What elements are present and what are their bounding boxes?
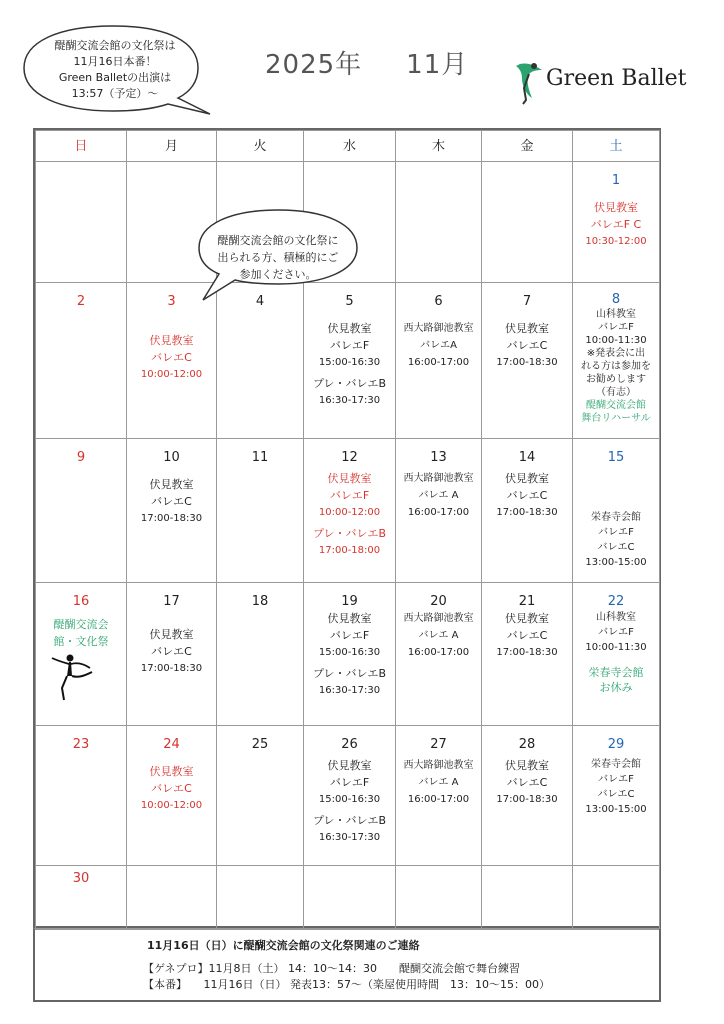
- day-cell-16: [36, 583, 127, 726]
- weekday-header-row: [36, 131, 660, 162]
- class-time-2: 16:30-17:30: [318, 685, 381, 696]
- logo-text: Green Ballet: [546, 66, 687, 91]
- day-number: 5: [345, 294, 354, 309]
- day-number: 8: [611, 292, 621, 307]
- bubble-line-3: 参加ください。: [239, 268, 317, 281]
- event-line: 舞台リハーサル: [581, 413, 651, 424]
- day-number: 23: [72, 737, 90, 752]
- class-name: バレエF: [598, 322, 634, 333]
- bubble-line-2: 出られる方、積極的にご: [217, 251, 339, 264]
- class-location: 伏見教室: [327, 472, 372, 485]
- class-location: 伏見教室: [505, 322, 549, 335]
- day-cell-8: [573, 283, 660, 439]
- day-cell-25: [217, 726, 304, 866]
- note-line: ※発表会に出: [586, 348, 646, 359]
- class-time: 17:00-18:30: [496, 507, 558, 518]
- day-cell-11: [217, 439, 304, 583]
- notice-rehearsal: 【ゲネプロ】11月8日（土） 14：10～14：30 醍醐交流会館で舞台練習: [143, 962, 521, 975]
- class-location: 伏見教室: [149, 478, 194, 491]
- class-name: バレエF: [329, 629, 370, 642]
- class-location: 伏見教室: [327, 322, 372, 335]
- class-name: バレエF: [598, 627, 634, 638]
- day-cell-20: [396, 583, 482, 726]
- day-cell-27: [396, 726, 482, 866]
- notice-title: 11月16日（日）に醍醐交流会館の文化祭関連のご連絡: [147, 939, 420, 952]
- class-name: バレエF: [598, 527, 634, 538]
- class-time: 17:00-18:30: [140, 513, 203, 524]
- class-time: 16:00-17:00: [407, 794, 470, 805]
- empty-cell: [396, 162, 482, 283]
- class-name-2: バレエC: [597, 542, 635, 553]
- dancer-logo-icon: [512, 58, 546, 108]
- class-time: 13:00-15:00: [585, 557, 647, 568]
- day-cell-17: [127, 583, 217, 726]
- bubble-line-3: Green Balletの出演は: [58, 71, 172, 84]
- weekday-mon: 月: [127, 131, 217, 162]
- day-cell-12: [304, 439, 396, 583]
- empty-cell: [482, 162, 573, 283]
- event-line: 栄春寺会館: [588, 666, 644, 679]
- day-number: 22: [607, 594, 625, 609]
- day-cell-19: [304, 583, 396, 726]
- class-time: 16:00-17:00: [407, 647, 470, 658]
- day-cell-10: [127, 439, 217, 583]
- event-line: 館・文化祭: [53, 635, 109, 648]
- class-name: バレエ A: [418, 490, 459, 501]
- green-ballet-logo: [512, 58, 687, 108]
- day-number: 15: [607, 450, 625, 465]
- day-cell-4: [217, 283, 304, 439]
- class-time: 17:00-18:30: [496, 794, 558, 805]
- day-number: 18: [251, 594, 269, 609]
- participation-bubble: [195, 206, 361, 302]
- class-time: 10:00-11:30: [585, 335, 647, 346]
- day-number: 7: [522, 294, 532, 309]
- empty-cell: [482, 866, 573, 930]
- class-name-2: プレ・バレエB: [312, 814, 387, 827]
- class-location: 伏見教室: [594, 201, 638, 214]
- day-number: 14: [518, 450, 536, 465]
- day-cell-6: [396, 283, 482, 439]
- day-cell-9: [36, 439, 127, 583]
- bubble-line-1: 醍醐交流会館の文化祭に: [217, 234, 339, 247]
- calendar-week-5: [36, 726, 660, 866]
- empty-cell: [36, 162, 127, 283]
- day-number: 2: [76, 294, 86, 309]
- class-location: 伏見教室: [149, 765, 194, 778]
- day-number: 9: [76, 450, 86, 465]
- calendar-week-4: [36, 583, 660, 726]
- class-time: 16:00-17:00: [407, 507, 470, 518]
- class-name: バレエC: [151, 495, 192, 508]
- day-number: 17: [163, 594, 180, 609]
- day-cell-5: [304, 283, 396, 439]
- day-cell-24: [127, 726, 217, 866]
- day-number: 12: [341, 450, 358, 465]
- class-name: バレエ A: [418, 777, 459, 788]
- empty-cell: [127, 866, 217, 930]
- class-time: 13:00-15:00: [585, 804, 647, 815]
- empty-cell: [396, 866, 482, 930]
- class-time: 16:00-17:00: [407, 357, 470, 368]
- note-line: れる方は参加を: [581, 361, 651, 372]
- class-name-2: バレエC: [597, 789, 635, 800]
- class-location: 山科教室: [596, 309, 636, 320]
- day-number: 29: [607, 737, 625, 752]
- class-time: 17:00-18:30: [496, 357, 558, 368]
- class-time-2: 16:30-17:30: [318, 832, 381, 843]
- day-cell-13: [396, 439, 482, 583]
- day-number: 26: [341, 737, 358, 752]
- day-cell-22: [573, 583, 660, 726]
- day-number: 25: [251, 737, 269, 752]
- class-location: 栄春寺会館: [591, 512, 641, 523]
- class-location: 伏見教室: [327, 759, 372, 772]
- class-name: バレエF C: [590, 218, 642, 231]
- empty-cell: [304, 866, 396, 930]
- class-name: バレエA: [420, 340, 457, 351]
- day-number: 30: [72, 871, 90, 886]
- empty-cell: [573, 866, 660, 930]
- day-number: 21: [518, 594, 536, 609]
- class-location: 伏見教室: [327, 612, 372, 625]
- class-time: 10:00-12:00: [140, 800, 203, 811]
- class-name: バレエC: [151, 351, 192, 364]
- class-time: 10:30-12:00: [585, 236, 647, 247]
- class-location: 伏見教室: [149, 628, 194, 641]
- day-number: 16: [72, 594, 90, 609]
- class-location: 栄春寺会館: [591, 759, 641, 770]
- calendar-week-3: [36, 439, 660, 583]
- day-cell-23: [36, 726, 127, 866]
- event-line: 醍醐交流会: [53, 618, 109, 631]
- note-line: （有志）: [596, 387, 636, 398]
- event-line: お休み: [599, 681, 633, 694]
- class-time: 10:00-12:00: [318, 507, 381, 518]
- class-time: 10:00-12:00: [140, 369, 203, 380]
- ballerina-icon: [50, 652, 94, 702]
- calendar-week-6: [36, 866, 660, 930]
- day-number: 11: [251, 450, 269, 465]
- day-number: 10: [163, 450, 180, 465]
- empty-cell: [217, 866, 304, 930]
- day-cell-1: [573, 162, 660, 283]
- class-name: バレエF: [329, 776, 370, 789]
- class-location: 山科教室: [596, 612, 636, 623]
- day-cell-3: [127, 283, 217, 439]
- day-number: 27: [430, 737, 447, 752]
- class-location: 西大路御池教室: [403, 760, 474, 771]
- class-location: 西大路御池教室: [403, 613, 474, 624]
- page-title: [265, 44, 468, 81]
- class-name-2: プレ・バレエB: [312, 527, 387, 540]
- class-name: バレエC: [151, 782, 192, 795]
- notice-performance: 【本番】 11月16日（日） 発表13：57～（楽屋使用時間 13：10～15：00）: [143, 978, 550, 991]
- title-month: 11月: [406, 50, 469, 80]
- class-name: バレエC: [506, 776, 548, 789]
- class-name: バレエF: [329, 339, 370, 352]
- weekday-sat: 土: [573, 131, 660, 162]
- class-name: バレエC: [506, 489, 548, 502]
- day-number: 24: [163, 737, 180, 752]
- day-cell-26: [304, 726, 396, 866]
- class-name: バレエC: [506, 339, 548, 352]
- class-name: バレエF: [598, 774, 634, 785]
- day-number: 3: [167, 294, 176, 309]
- calendar-week-2: [36, 283, 660, 439]
- class-name: バレエ A: [418, 630, 459, 641]
- day-cell-28: [482, 726, 573, 866]
- class-name-2: プレ・バレエB: [312, 667, 387, 680]
- day-cell-30: [36, 866, 127, 930]
- title-year: 2025年: [265, 50, 363, 80]
- weekday-wed: 水: [304, 131, 396, 162]
- weekday-fri: 金: [482, 131, 573, 162]
- class-name: バレエC: [151, 645, 192, 658]
- class-time-2: 16:30-17:30: [318, 395, 381, 406]
- day-cell-15: [573, 439, 660, 583]
- day-cell-21: [482, 583, 573, 726]
- day-number: 4: [255, 294, 265, 309]
- day-cell-18: [217, 583, 304, 726]
- bubble-line-4: 13:57（予定）～: [71, 87, 159, 100]
- day-number: 20: [430, 594, 447, 609]
- event-line: 醍醐交流会館: [586, 400, 646, 411]
- day-number: 28: [518, 737, 536, 752]
- class-location: 伏見教室: [505, 472, 549, 485]
- class-location: 伏見教室: [149, 334, 194, 347]
- day-cell-7: [482, 283, 573, 439]
- announcement-bubble: [18, 22, 206, 114]
- class-time: 17:00-18:30: [496, 647, 558, 658]
- class-location: 西大路御池教室: [403, 323, 474, 334]
- class-time: 17:00-18:30: [140, 663, 203, 674]
- bubble-line-1: 醍醐交流会館の文化祭は: [54, 39, 176, 52]
- note-line: お勧めします: [586, 374, 646, 385]
- day-cell-29: [573, 726, 660, 866]
- day-number: 13: [430, 450, 447, 465]
- day-number: 19: [341, 594, 358, 609]
- class-time: 10:00-11:30: [585, 642, 647, 653]
- day-cell-14: [482, 439, 573, 583]
- festival-notice: [33, 928, 661, 1002]
- day-cell-2: [36, 283, 127, 439]
- day-number: 6: [434, 294, 443, 309]
- class-time: 15:00-16:30: [318, 794, 381, 805]
- weekday-thu: 木: [396, 131, 482, 162]
- class-time: 15:00-16:30: [318, 647, 381, 658]
- class-name-2: プレ・バレエB: [312, 377, 387, 390]
- weekday-sun: 日: [36, 131, 127, 162]
- class-name: バレエF: [329, 489, 370, 502]
- class-location: 伏見教室: [505, 612, 549, 625]
- day-number: 1: [611, 173, 621, 188]
- class-time-2: 17:00-18:00: [318, 545, 381, 556]
- class-name: バレエC: [506, 629, 548, 642]
- weekday-tue: 火: [217, 131, 304, 162]
- class-location: 西大路御池教室: [403, 473, 474, 484]
- class-location: 伏見教室: [505, 759, 549, 772]
- class-time: 15:00-16:30: [318, 357, 381, 368]
- bubble-line-2: 11月16日本番！: [73, 55, 157, 68]
